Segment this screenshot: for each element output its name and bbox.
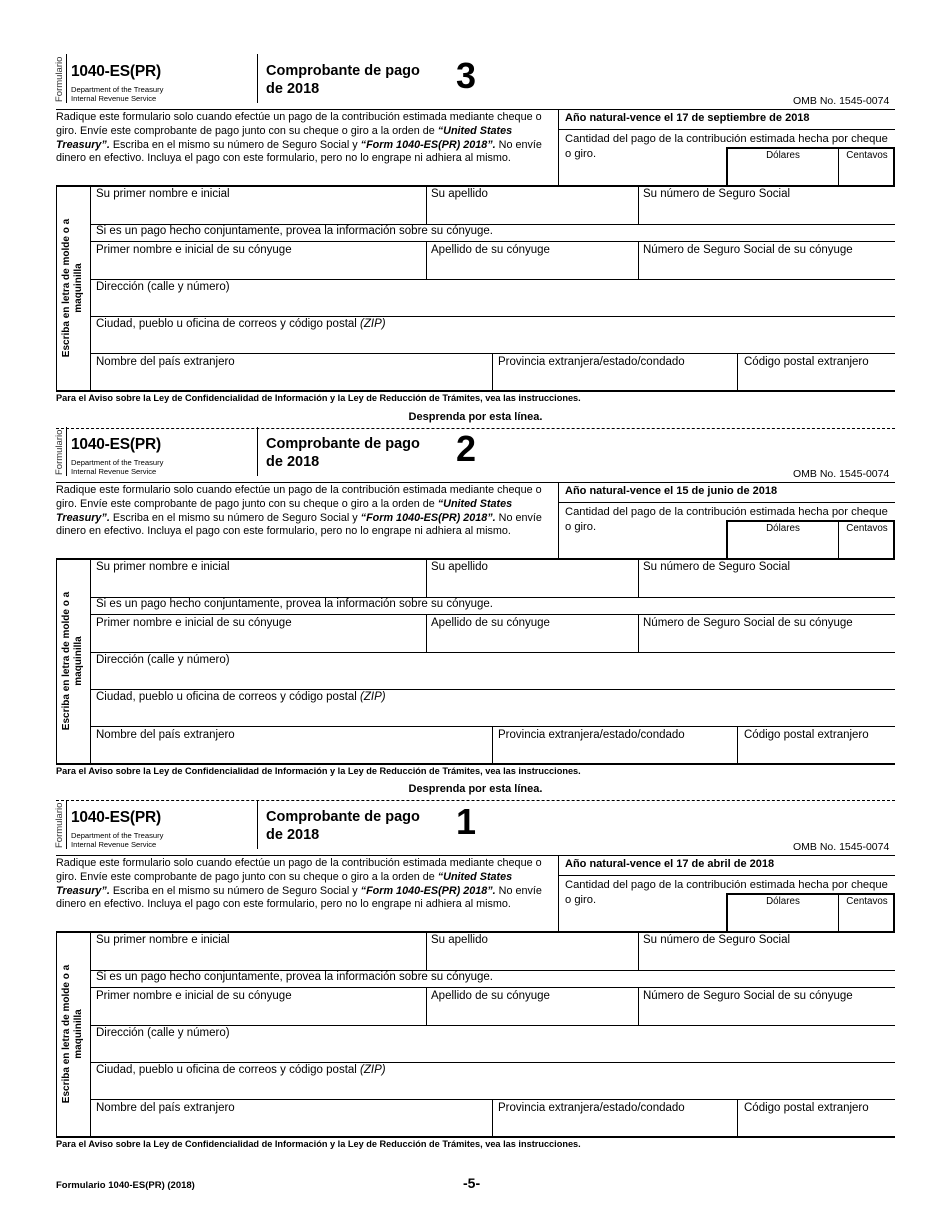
first-name-field[interactable]: Su primer nombre e inicial xyxy=(96,934,230,946)
detach-line-label: Desprenda por esta línea. xyxy=(408,783,543,795)
foreign-province-field[interactable]: Provincia extranjera/estado/condado xyxy=(498,1102,685,1114)
spouse-first-name-field[interactable]: Primer nombre e inicial de su cónyuge xyxy=(96,617,292,629)
dollars-label: Dólares xyxy=(766,523,800,534)
payment-voucher-3 xyxy=(54,54,895,423)
department-label: Department of the Treasury Internal Revenue Service xyxy=(71,85,164,103)
spouse-ssn-field[interactable]: Número de Seguro Social de su cónyuge xyxy=(643,244,853,256)
cents-label: Centavos xyxy=(846,523,888,534)
privacy-notice: Para el Aviso sobre la Ley de Confidencialidad de Información y la Ley de Reducción de Trámites, vea las instrucciones. xyxy=(56,393,581,403)
omb-number: OMB No. 1545-0074 xyxy=(793,95,890,107)
instructions-text: Radique este formulario solo cuando efectúe un pago de la contribución estimada mediante cheque o giro. Envíe este comprobante de pago junto con su cheque o giro a la orden de “United States Treasury”. Escriba en el mismo su número de Seguro Social y “Form 1040-ES(PR) 2018”. No envíe dinero en efectivo. Incluya el pago con este formulario, pero no lo engrape ni adhiera al mismo. xyxy=(56,484,542,538)
voucher-number: 1 xyxy=(456,801,477,842)
page-number: -5- xyxy=(463,1175,481,1191)
cents-label: Centavos xyxy=(846,896,888,907)
address-field[interactable]: Dirección (calle y número) xyxy=(96,654,230,666)
amount-label: Cantidad del pago de la contribución estimada hecha por cheque o giro. xyxy=(565,506,888,533)
ssn-field[interactable]: Su número de Seguro Social xyxy=(643,561,791,573)
ssn-field[interactable]: Su número de Seguro Social xyxy=(643,934,791,946)
spouse-first-name-field[interactable]: Primer nombre e inicial de su cónyuge xyxy=(96,990,292,1002)
voucher-title: Comprobante de pago de 2018 xyxy=(266,63,420,97)
voucher-title: Comprobante de pago de 2018 xyxy=(266,809,420,843)
foreign-postal-code-field[interactable]: Código postal extranjero xyxy=(744,356,869,368)
spouse-ssn-field[interactable]: Número de Seguro Social de su cónyuge xyxy=(643,617,853,629)
last-name-field[interactable]: Su apellido xyxy=(431,188,488,200)
last-name-field[interactable]: Su apellido xyxy=(431,934,488,946)
instructions-text: Radique este formulario solo cuando efectúe un pago de la contribución estimada mediante cheque o giro. Envíe este comprobante de pago junto con su cheque o giro a la orden de “United States Treasury”. Escriba en el mismo su número de Seguro Social y “Form 1040-ES(PR) 2018”. No envíe dinero en efectivo. Incluya el pago con este formulario, pero no lo engrape ni adhiera al mismo. xyxy=(56,857,542,911)
payment-voucher-2 xyxy=(54,427,895,795)
voucher-title: Comprobante de pago de 2018 xyxy=(266,436,420,470)
form-number: 1040-ES(PR) xyxy=(71,63,161,80)
omb-number: OMB No. 1545-0074 xyxy=(793,468,890,480)
address-field[interactable]: Dirección (calle y número) xyxy=(96,1027,230,1039)
print-side-label: Escriba en letra de molde o a maquinilla xyxy=(61,591,84,731)
privacy-notice: Para el Aviso sobre la Ley de Confidencialidad de Información y la Ley de Reducción de Trámites, vea las instrucciones. xyxy=(56,766,581,776)
city-zip-field[interactable]: Ciudad, pueblo u oficina de correos y código postal (ZIP) xyxy=(96,1064,386,1076)
joint-payment-note: Si es un pago hecho conjuntamente, provea la información sobre su cónyuge. xyxy=(96,598,494,610)
spouse-last-name-field[interactable]: Apellido de su cónyuge xyxy=(431,244,550,256)
department-label: Department of the Treasury Internal Revenue Service xyxy=(71,831,164,849)
dollars-label: Dólares xyxy=(766,896,800,907)
footer-form-label: Formulario 1040-ES(PR) (2018) xyxy=(56,1180,195,1191)
due-date: Año natural-vence el 17 de septiembre de 2018 xyxy=(565,112,810,124)
last-name-field[interactable]: Su apellido xyxy=(431,561,488,573)
foreign-country-field[interactable]: Nombre del país extranjero xyxy=(96,1102,235,1114)
cents-label: Centavos xyxy=(846,150,888,161)
spouse-ssn-field[interactable]: Número de Seguro Social de su cónyuge xyxy=(643,990,853,1002)
instructions-text: Radique este formulario solo cuando efectúe un pago de la contribución estimada mediante cheque o giro. Envíe este comprobante de pago junto con su cheque o giro a la orden de “United States Treasury”. Escriba en el mismo su número de Seguro Social y “Form 1040-ES(PR) 2018”. No envíe dinero en efectivo. Incluya el pago con este formulario, pero no lo engrape ni adhiera al mismo. xyxy=(56,111,542,165)
due-date: Año natural-vence el 17 de abril de 2018 xyxy=(565,858,775,870)
form-vertical-label: Formulario xyxy=(54,56,65,102)
department-label: Department of the Treasury Internal Revenue Service xyxy=(71,458,164,476)
first-name-field[interactable]: Su primer nombre e inicial xyxy=(96,561,230,573)
foreign-province-field[interactable]: Provincia extranjera/estado/condado xyxy=(498,729,685,741)
spouse-last-name-field[interactable]: Apellido de su cónyuge xyxy=(431,990,550,1002)
amount-label: Cantidad del pago de la contribución estimada hecha por cheque o giro. xyxy=(565,879,888,906)
voucher-number: 2 xyxy=(456,428,477,469)
privacy-notice: Para el Aviso sobre la Ley de Confidencialidad de Información y la Ley de Reducción de Trámites, vea las instrucciones. xyxy=(56,1139,581,1149)
form-number: 1040-ES(PR) xyxy=(71,436,161,453)
foreign-postal-code-field[interactable]: Código postal extranjero xyxy=(744,729,869,741)
address-field[interactable]: Dirección (calle y número) xyxy=(96,281,230,293)
omb-number: OMB No. 1545-0074 xyxy=(793,841,890,853)
form-vertical-label: Formulario xyxy=(54,429,65,475)
joint-payment-note: Si es un pago hecho conjuntamente, provea la información sobre su cónyuge. xyxy=(96,225,494,237)
joint-payment-note: Si es un pago hecho conjuntamente, provea la información sobre su cónyuge. xyxy=(96,971,494,983)
city-zip-field[interactable]: Ciudad, pueblo u oficina de correos y código postal (ZIP) xyxy=(96,691,386,703)
form-number: 1040-ES(PR) xyxy=(71,809,161,826)
form-vertical-label: Formulario xyxy=(54,802,65,848)
city-zip-field[interactable]: Ciudad, pueblo u oficina de correos y código postal (ZIP) xyxy=(96,318,386,330)
foreign-country-field[interactable]: Nombre del país extranjero xyxy=(96,356,235,368)
detach-line-label: Desprenda por esta línea. xyxy=(408,411,543,423)
ssn-field[interactable]: Su número de Seguro Social xyxy=(643,188,791,200)
voucher-number: 3 xyxy=(456,55,477,96)
foreign-postal-code-field[interactable]: Código postal extranjero xyxy=(744,1102,869,1114)
due-date: Año natural-vence el 15 de junio de 2018 xyxy=(565,485,778,497)
first-name-field[interactable]: Su primer nombre e inicial xyxy=(96,188,230,200)
foreign-country-field[interactable]: Nombre del país extranjero xyxy=(96,729,235,741)
dollars-label: Dólares xyxy=(766,150,800,161)
print-side-label: Escriba en letra de molde o a maquinilla xyxy=(61,964,84,1104)
foreign-province-field[interactable]: Provincia extranjera/estado/condado xyxy=(498,356,685,368)
amount-label: Cantidad del pago de la contribución estimada hecha por cheque o giro. xyxy=(565,133,888,160)
spouse-last-name-field[interactable]: Apellido de su cónyuge xyxy=(431,617,550,629)
payment-voucher-1 xyxy=(56,800,895,1152)
print-side-label: Escriba en letra de molde o a maquinilla xyxy=(61,218,84,358)
spouse-first-name-field[interactable]: Primer nombre e inicial de su cónyuge xyxy=(96,244,292,256)
